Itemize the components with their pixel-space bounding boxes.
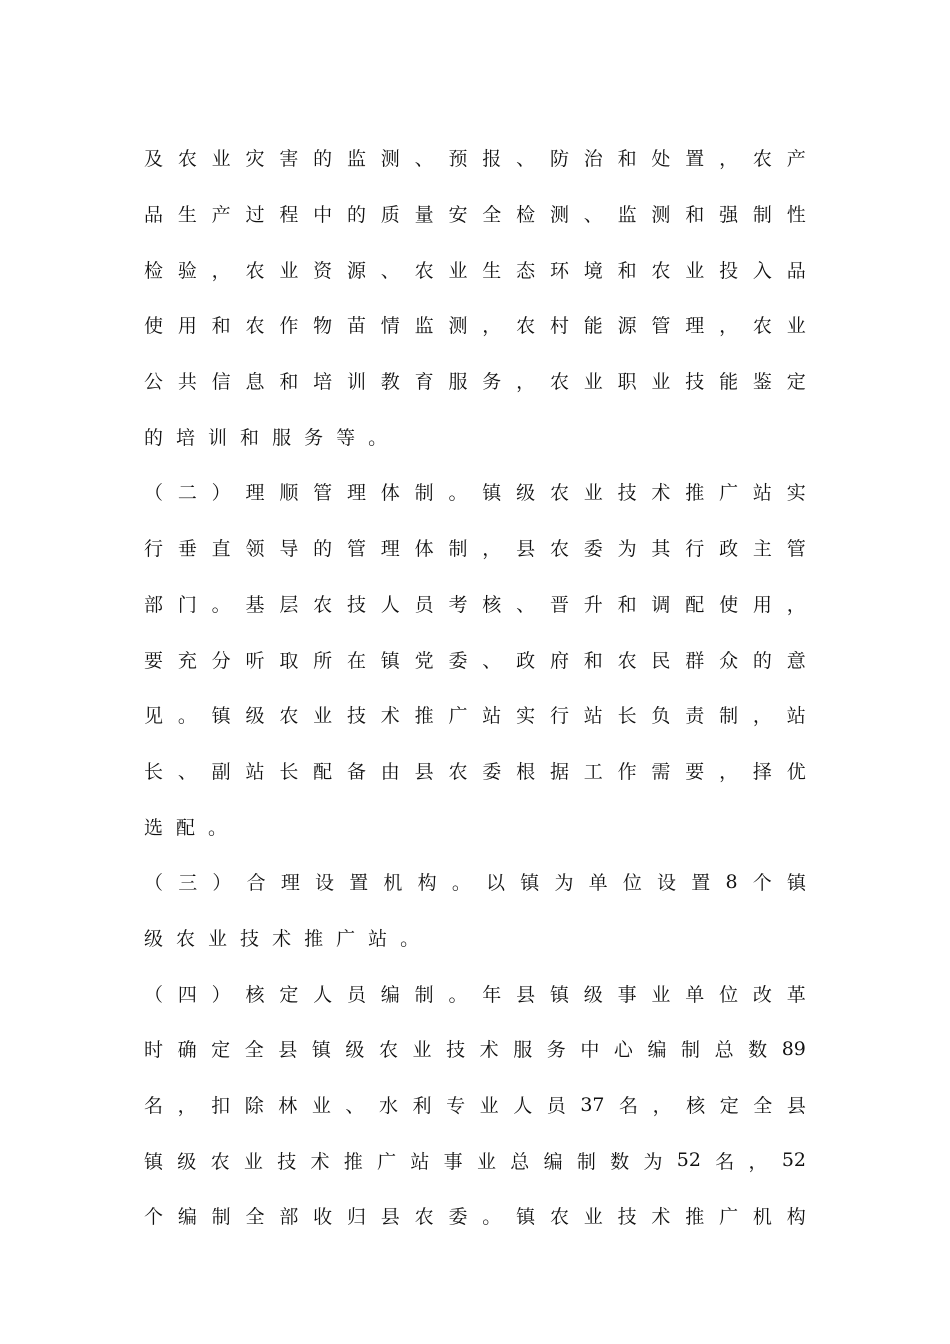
text-line: 部 门 。 基 层 农 技 人 员 考 核 、 晋 升 和 调 配 使 用 ， — [144, 593, 806, 616]
text-line: 长 、 副 站 长 配 备 由 县 农 委 根 据 工 作 需 要 ， 择 优 — [144, 760, 806, 783]
text-line: 时 确 定 全 县 镇 级 农 业 技 术 服 务 中 心 编 制 总 数 89 — [144, 1037, 806, 1062]
text-line: （ 三 ） 合 理 设 置 机 构 。 以 镇 为 单 位 设 置 8 个 镇 — [144, 870, 806, 895]
document-body — [144, 130, 806, 1244]
text-line: （ 四 ） 核 定 人 员 编 制 。 年 县 镇 级 事 业 单 位 改 革 — [144, 983, 806, 1006]
text-line: 级 农 业 技 术 推 广 站 。 — [144, 927, 420, 950]
text-line: 检 验 ， 农 业 资 源 、 农 业 生 态 环 境 和 农 业 投 入 品 — [144, 259, 806, 282]
text-line: 名 ， 扣 除 林 业 、 水 利 专 业 人 员 37 名 ， 核 定 全 县 — [144, 1093, 806, 1118]
text-line: 公 共 信 息 和 培 训 教 育 服 务 ， 农 业 职 业 技 能 鉴 定 — [144, 371, 806, 394]
text-line: （ 二 ） 理 顺 管 理 体 制 。 镇 级 农 业 技 术 推 广 站 实 — [144, 482, 806, 505]
text-line: 个 编 制 全 部 收 归 县 农 委 。 镇 农 业 技 术 推 广 机 构 — [144, 1206, 806, 1229]
text-line: 及 农 业 灾 害 的 监 测 、 预 报 、 防 治 和 处 置 ， 农 产 — [144, 148, 806, 171]
text-line: 的 培 训 和 服 务 等 。 — [144, 426, 388, 449]
text-line: 镇 级 农 业 技 术 推 广 站 事 业 总 编 制 数 为 52 名 ， 52 — [144, 1149, 806, 1173]
text-line: 品 生 产 过 程 中 的 质 量 安 全 检 测 、 监 测 和 强 制 性 — [144, 204, 806, 227]
text-line: 行 垂 直 领 导 的 管 理 体 制 ， 县 农 委 为 其 行 政 主 管 — [144, 538, 806, 561]
text-line: 要 充 分 听 取 所 在 镇 党 委 、 政 府 和 农 民 群 众 的 意 — [144, 649, 806, 672]
text-line: 选 配 。 — [144, 816, 228, 839]
text-line: 使 用 和 农 作 物 苗 情 监 测 ， 农 村 能 源 管 理 ， 农 业 — [144, 315, 806, 338]
text-line: 见 。 镇 级 农 业 技 术 推 广 站 实 行 站 长 负 责 制 ， 站 — [144, 705, 806, 728]
